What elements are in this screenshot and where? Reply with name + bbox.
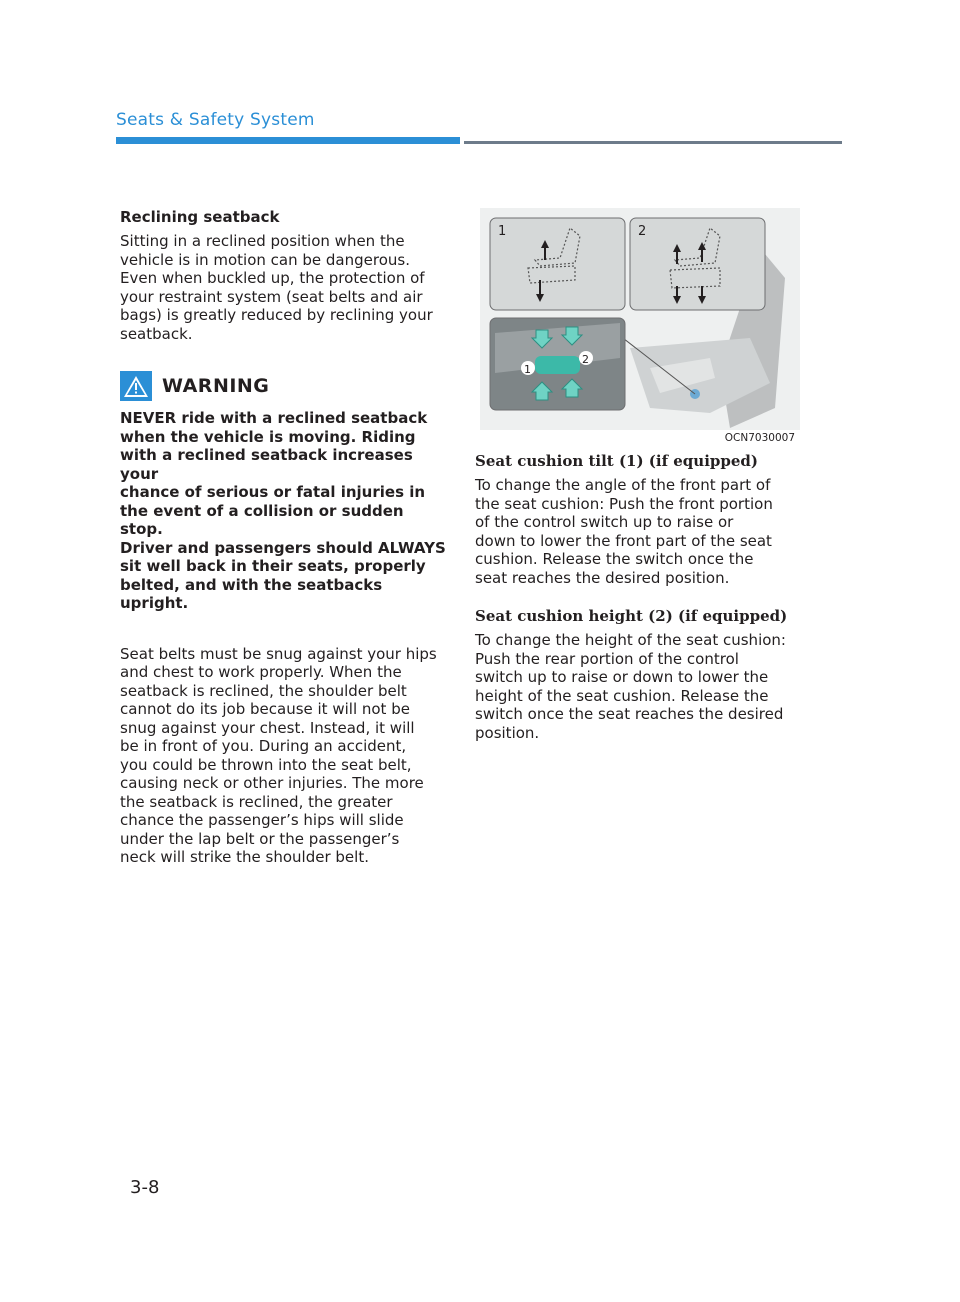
tilt-paragraph: To change the angle of the front part of the seat cushion: Push the front portion of the control switch up to raise or down to lower the front part of the seat cushion. Release the switch once the seat reaches the desired position.	[475, 476, 773, 587]
section-title: Seats & Safety System	[116, 110, 315, 130]
panel-1-label: 1	[498, 224, 507, 239]
right-column	[475, 208, 805, 742]
height-paragraph: To change the height of the seat cushion: Push the rear portion of the control switch up to raise or down to lower the height of the seat cushion. Release the switch once the seat reaches the desired position.	[475, 631, 786, 742]
seat-switch-illustration	[480, 208, 800, 430]
left-column	[120, 208, 450, 867]
switch-label-2: 2	[582, 353, 589, 366]
height-heading: Seat cushion height (2) (if equipped)	[475, 607, 788, 625]
intro-paragraph: Sitting in a reclined position when the vehicle is in motion can be dangerous. Even when buckled up, the protection of your restraint system (seat belts and air bags) is greatly reduced by reclining your seatback.	[120, 232, 433, 343]
figure-caption: OCN7030007	[724, 432, 795, 444]
header-bar-rule	[464, 141, 842, 144]
header-bar-accent	[116, 137, 460, 144]
warning-header	[120, 371, 450, 401]
seatbelt-paragraph: Seat belts must be snug against your hips and chest to work properly. When the seatback is reclined, the shoulder belt cannot do its job because it will not be snug against your chest. Instead, it will be in front of you. During an accident, you could be thrown into the seat belt, causing neck or other injuries. The more the seatback is reclined, the greater chance the passenger’s hips will slide under the lap belt or the passenger’s neck will strike the shoulder belt.	[120, 644, 437, 866]
reclining-heading: Reclining seatback	[120, 208, 280, 226]
warning-title: WARNING	[162, 375, 270, 397]
switch-label-1: 1	[524, 363, 531, 376]
warning-text: NEVER ride with a reclined seatback when the vehicle is moving. Riding with a reclined seatback increases your chance of serious or fatal injuries in the event of a collision or sudden stop. Driver and passengers should ALWAYS sit well back in their seats, properly belted, and with the seatbacks upright.	[120, 409, 446, 612]
tilt-heading: Seat cushion tilt (1) (if equipped)	[475, 452, 759, 470]
page-number: 3-8	[130, 1177, 160, 1198]
warning-icon	[120, 371, 152, 401]
panel-2-label: 2	[638, 224, 647, 239]
